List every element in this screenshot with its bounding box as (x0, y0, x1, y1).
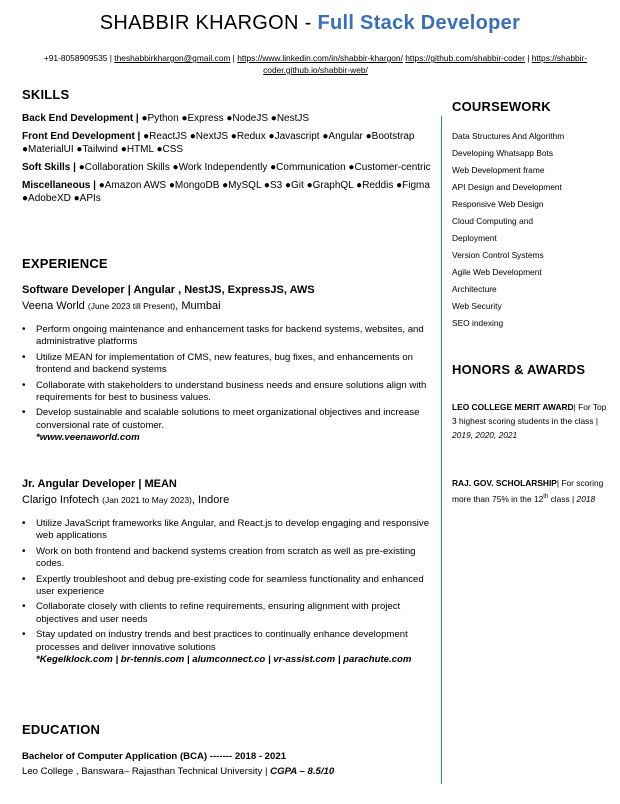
coursework-list (452, 128, 612, 332)
job-links: *Kegelklock.com | br-tennis.com | alumconnect.co | vr-assist.com | parachute.com (36, 654, 412, 666)
cgpa: CGPA – 8.5/10 (270, 766, 335, 777)
award-leo-college (452, 400, 612, 442)
award-year: 2019, 2020, 2021 (452, 430, 518, 440)
job-bullets (22, 518, 437, 654)
skill-row-misc: Miscellaneous | ●Amazon AWS ●MongoDB ●MySQL ●S3 ●Git ●GraphQL ●Reddis ●Figma ●AdobeXD ●APIs (22, 180, 430, 204)
list-item: Responsive Web Design (452, 199, 544, 209)
job-bullets (22, 324, 437, 432)
candidate-name: SHABBIR KHARGON (99, 12, 299, 34)
skill-row-backend: Back End Development | ●Python ●Express ●NodeJS ●NestJS (22, 113, 310, 124)
skill-row-soft: Soft Skills | ●Collaboration Skills ●Work Independently ●Communication ●Customer-centric (22, 162, 431, 173)
list-item: SEO indexing (452, 318, 504, 328)
name-separator: - (298, 12, 318, 34)
job-veena-world (22, 284, 437, 445)
job-links: *www.veenaworld.com (36, 432, 140, 444)
school-line: Leo College , Banswara– Rajasthan Technical University | CGPA – 8.5/10 (22, 766, 335, 777)
award-desc: | For scoring more than 75% in the 12 (452, 478, 604, 504)
education-heading: EDUCATION (22, 722, 101, 737)
column-divider (441, 116, 442, 784)
skills-list (22, 112, 437, 210)
list-item: Developing Whatsapp Bots (452, 148, 554, 158)
contact-line: +91-8058909535 | theshabbirkhargon@gmail.com | https://www.linkedin.com/in/shabbir-khargon/ https://github.com/shabbir-coder | https://shabbir-coder.github.io/shabbir-web/ (43, 53, 588, 75)
list-item: Agile Web Development (452, 267, 542, 277)
award-raj-scholarship: RAJ. GOV. SCHOLARSHIP| For scoring more than 75% in the 12th class | 2018 (452, 478, 604, 504)
linkedin-link[interactable]: https://www.linkedin.com/in/shabbir-khargon/ (237, 53, 403, 63)
email-link[interactable]: theshabbirkhargon@gmail.com (114, 53, 231, 63)
list-item: • Develop sustainable and scalable solutions to meet organizational objectives and increase conversional rate of customer. (36, 407, 437, 432)
job-title: Jr. Angular Developer | MEAN (22, 478, 177, 490)
school-name: Leo College , Banswara– Rajasthan Technical University (22, 766, 263, 777)
list-item: • Expertly troubleshoot and debug pre-existing code for seamless functionality and enhanced user experience (36, 574, 437, 599)
skills-heading: SKILLS (22, 87, 70, 102)
job-location: , Mumbai (175, 300, 221, 312)
list-item: • Utilize MEAN for implementation of CMS, new features, bug fixes, and enhancements on frontend and backend systems (36, 352, 437, 377)
list-item: Web Development frame (452, 165, 545, 175)
list-item: • Perform ongoing maintenance and enhancement tasks for backend systems, websites, and administrative platforms (36, 324, 437, 349)
portfolio-link[interactable]: https://shabbir-coder.github.io/shabbir-web/ (263, 53, 588, 75)
job-company-line (22, 300, 437, 312)
skill-row-frontend: Front End Development | ●ReactJS ●NextJS ●Redux ●Javascript ●Angular ●Bootstrap ●MaterialUI ●Tailwind ●HTML ●CSS (22, 131, 415, 155)
award-desc: | For Top 3 highest scoring students in the class | (452, 402, 607, 426)
resume-header (0, 12, 620, 35)
candidate-role: Full Stack Developer (317, 12, 521, 34)
award-title: LEO COLLEGE MERIT AWARD (452, 402, 574, 412)
list-item: Deployment (452, 233, 497, 243)
company-name: Veena World (22, 300, 85, 312)
job-title: Software Developer | Angular , NestJS, ExpressJS, AWS (22, 284, 315, 296)
list-item: API Design and Development (452, 182, 562, 192)
list-item: Web Security (452, 301, 502, 311)
award-title: RAJ. GOV. SCHOLARSHIP (452, 478, 557, 488)
coursework-heading: COURSEWORK (452, 99, 551, 114)
list-item: Data Structures And Algorithm (452, 131, 565, 141)
job-dates: (June 2023 till Present) (87, 301, 176, 311)
award-year: 2018 (576, 493, 596, 504)
job-location: , Indore (191, 494, 230, 506)
list-item: Version Control Systems (452, 250, 544, 260)
honors-heading: HONORS & AWARDS (452, 362, 586, 377)
job-clarigo-infotech (22, 478, 437, 666)
list-item: • Work on both frontend and backend systems creation from scratch as well as pre-existing codes. (36, 546, 437, 571)
company-name: Clarigo Infotech (22, 494, 100, 506)
degree-line: Bachelor of Computer Application (BCA) ------- 2018 - 2021 (22, 751, 287, 762)
phone-number: +91-8058909535 (43, 53, 108, 63)
job-dates: (Jan 2021 to May 2023) (102, 495, 192, 505)
list-item: • Collaborate with stakeholders to understand business needs and ensure solutions align with requirements for best to business values. (36, 380, 437, 405)
list-item: • Stay updated on industry trends and best practices to continually enhance development processes and deliver innovative solutions (36, 629, 437, 654)
list-item: • Utilize JavaScript frameworks like Angular, and React.js to develop engaging and responsive web applications (36, 518, 437, 543)
list-item: • Collaborate closely with clients to refine requirements, ensuring alignment with project objectives and user needs (36, 601, 437, 626)
experience-heading: EXPERIENCE (22, 256, 108, 271)
list-item: Cloud Computing and (452, 216, 534, 226)
list-item: Architecture (452, 284, 497, 294)
job-company-line (22, 494, 437, 506)
education-entry (22, 751, 437, 777)
github-link[interactable]: https://github.com/shabbir-coder (405, 53, 525, 63)
